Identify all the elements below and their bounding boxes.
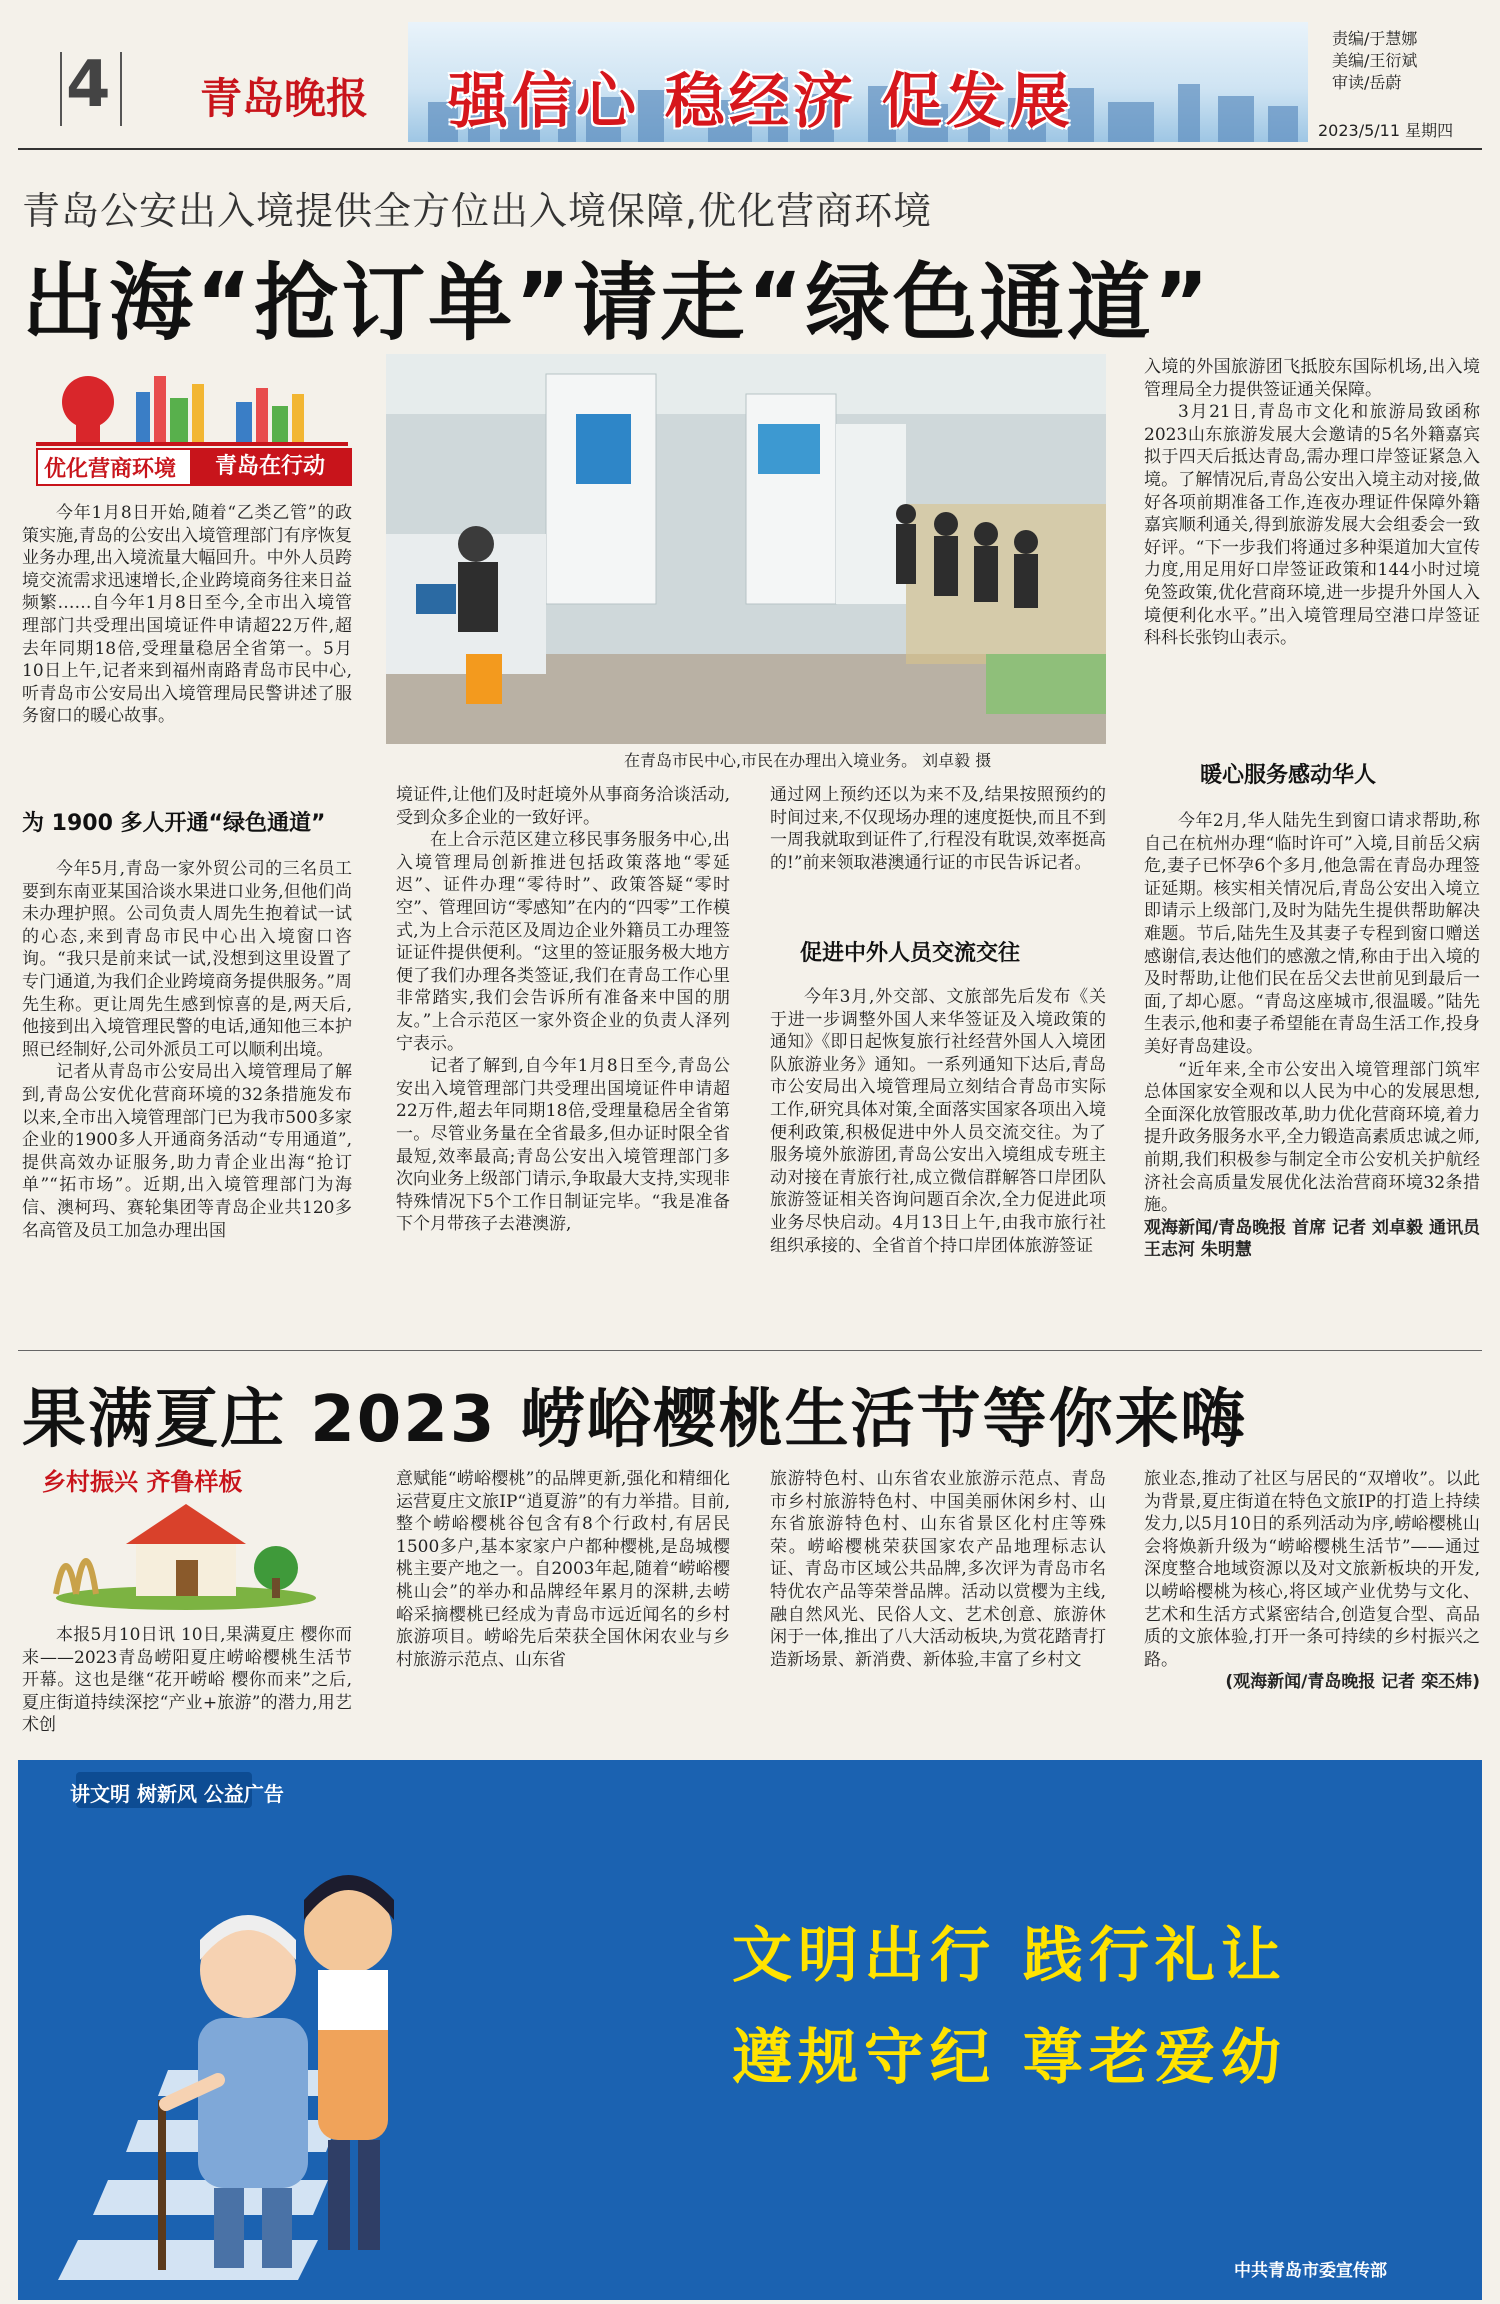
credit-line: 责编/于慧娜 [1332,29,1418,48]
ad-organization: 中共青岛市委宣传部 [1234,2261,1387,2281]
article-column-3 [770,784,1106,874]
city-illustration [36,362,348,452]
article-byline: 观海新闻/青岛晚报 首席 记者 刘卓毅 通讯员 王志河 朱明慧 [1144,1217,1480,1261]
article-lead [22,502,352,728]
paragraph: 入境的外国旅游团飞抵胶东国际机场,出入境管理局全力提供签证通关保障。 [1144,357,1480,400]
header-rule [18,148,1482,150]
article-column-1 [22,858,352,1242]
section-title: 暖心服务感动华人 [1200,763,1377,788]
ad-slogan-line-2: 遵规守纪 尊老爱幼 [732,2023,1287,2093]
service-hall-photo [386,354,1106,744]
article2-column-1 [22,1624,352,1737]
article2-headline: 果满夏庄 2023 崂峪樱桃生活节等你来嗨 [22,1383,1247,1457]
paragraph: 旅游特色村、山东省农业旅游示范点、青岛市乡村旅游特色村、中国美丽休闲乡村、山东省旅游特色村、山东省景区化村庄等殊荣。崂峪樱桃荣获国家农产品地理标志认证、青岛市区域公共品牌,多次评为青岛市名特优农产品等荣誉品牌。活动以赏樱为主线,融自然风光、民俗人文、艺术创意、旅游休闲于一体,推出了八大活动板块,为赏花踏青打造新场景、新消费、新体验,丰富了乡村文 [770,1469,1106,1670]
issue-date: 2023/5/11 星期四 [1318,121,1454,140]
article2-byline: (观海新闻/青岛晚报 记者 栾丕炜) [1225,1672,1480,1693]
masthead-logo: 青岛晚报 [200,74,369,123]
ad-tag: 讲文明 树新风 公益广告 [70,1782,284,1806]
paragraph: 记者从青岛市公安局出入境管理局了解到,青岛公安优化营商环境的32条措施发布以来,全市出入境管理部门已为我市500多家企业的1900多人开通商务活动“专用通道”,提供高效办证服务,助力青企业出海“抢订单”“拓市场”。近期,出入境管理部门为海信、澳柯玛、赛轮集团等青岛企业共120多名高管及员工加急办理出国 [22,1062,352,1241]
paragraph: 3月21日,青岛市文化和旅游局致函称2023山东旅游发展大会邀请的5名外籍嘉宾拟于四天后抵达青岛,需办理口岸签证紧急入境。了解情况后,青岛公安出入境主动对接,做好各项前期准备工作,连夜办理证件保障外籍嘉宾顺利通关,得到旅游发展大会组委会一致好评。“下一步我们将通过多种渠道加大宣传力度,用足用好口岸签证政策和144小时过境免签政策,优化营商环境,进一步提升外国人入境便利化水平。”出入境管理局空港口岸签证科科长张钧山表示。 [1144,402,1480,649]
paragraph: 通过网上预约还以为来不及,结果按照预约的时间过来,不仅现场办理的速度挺快,而且不到一周我就取到证件了,行程没有耽误,效率挺高的!”前来领取港澳通行证的市民告诉记者。 [770,785,1106,873]
paragraph: 在上合示范区建立移民事务服务中心,出入境管理局创新推进包括政策落地“零延迟”、证件办理“零待时”、政策答疑“零时空”、管理回访“零感知”在内的“四零”工作模式,为上合示范区及周边企业外籍员工办理签证证件提供便利。“这里的签证服务极大地方便了我们办理各类签证,我们在青岛工作心里非常踏实,我们会告诉所有准备来中国的朋友。”上合示范区一家外资企业的负责人泽列宁表示。 [396,830,730,1054]
article-column-4b [1144,810,1480,1262]
paragraph: “近年来,全市公安出入境管理部门筑牢总体国家安全观和以人民为中心的发展思想,全面深化放管服改革,助力优化营商环境,着力提升政务服务水平,全力锻造高素质忠诚之师,前期,我们积极参与制定全市公安机关护航经济社会高质量发展优化法治营商环境32条措施。 [1144,1059,1480,1216]
article-column-4 [1144,356,1480,650]
page-number: 4 [66,48,111,122]
section-badge-rural [36,1462,316,1610]
slogan-banner [408,22,1308,142]
news-photo [386,354,1106,744]
badge-rural-text: 乡村振兴 齐鲁样板 [42,1468,243,1496]
header-divider-left [60,52,62,126]
paragraph: 境证件,让他们及时赶境外从事商务洽谈活动,受到众多企业的一致好评。 [396,785,730,828]
article2-column-4 [1144,1468,1480,1694]
credit-line: 美编/王衍斌 [1332,51,1418,70]
article-column-2 [396,784,730,1236]
lead-paragraph: 今年1月8日开始,随着“乙类乙管”的政策实施,青岛的公安出入境管理部门有序恢复业务办理,出入境流量大幅回升。中外人员跨境交流需求迅速增长,企业跨境商务往来日益频繁……自今年1月8日至今,全市出入境管理部门共受理出国境证件申请超22万件,超去年同期18倍,受理量稳居全省第一。5月10日上午,记者来到福州南路青岛市民中心,听青岛市公安局出入境管理局民警讲述了服务窗口的暖心故事。 [22,503,352,727]
paragraph: 旅业态,推动了社区与居民的“双增收”。以此为背景,夏庄街道在特色文旅IP的打造上持续发力,以5月10日的系列活动为序,崂峪樱桃山会将焕新升级为“崂峪樱桃生活节”——通过深度整合地域资源以及对文旅新板块的开发,以崂峪樱桃为核心,将区域产业优势与文化、艺术和生活方式紧密结合,创造复合型、高品质的文旅体验,打开一条可持续的乡村振兴之路。 [1144,1469,1480,1670]
paragraph: 今年5月,青岛一家外贸公司的三名员工要到东南亚某国洽谈水果进口业务,但他们尚未办理护照。公司负责人周先生抱着试一试的心态,来到青岛市民中心出入境窗口咨询。“我只是前来试一试,没想到这里设置了专门通道,为我们企业跨境商务提供服务。”周先生称。更让周先生感到惊喜的是,两天后,他接到出入境管理民警的电话,通知他三本护照已经制好,公司外派员工可以顺利出境。 [22,859,352,1060]
editor-credits [1332,28,1417,94]
ad-slogan-line-1: 文明出行 践行礼让 [732,1921,1287,1991]
paragraph: 今年3月,外交部、文旅部先后发布《关于进一步调整外国人来华签证及入境政策的通知》《即日起恢复旅行社经营外国人入境团队旅游业务》通知。一系列通知下达后,青岛市公安局出入境管理局立刻结合青岛市实际工作,研究具体对策,全面落实国家各项出入境便利政策,积极促进中外人员交流交往。为了服务境外旅游团,青岛公安出入境组成专班主动对接在青旅行社,成立微信群解答口岸团队旅游签证相关咨询问题百余次,全力促进此项业务尽快启动。4月13日上午,由我市旅行社组织承接的、全省首个持口岸团体旅游签证 [770,987,1106,1256]
photo-caption: 在青岛市民中心,市民在办理出入境业务。 刘卓毅 摄 [624,751,992,770]
article-subhead: 青岛公安出入境提供全方位出入境保障,优化营商环境 [22,189,933,233]
section-title: 为 1900 多人开通“绿色通道” [22,811,326,836]
farmhouse-illustration [36,1498,316,1610]
public-service-ad [18,1760,1482,2300]
badge-frame [36,448,352,486]
badge-main-text: 优化营商环境 [44,457,177,482]
article-headline: 出海“抢订单”请走“绿色通道” [22,254,1212,352]
header-divider [120,52,122,126]
paragraph: 意赋能“崂峪樱桃”的品牌更新,强化和精细化运营夏庄文旅IP“逍夏游”的有力举措。目前,整个崂峪樱桃谷包含有8个行政村,有居民1500多户,基本家家户户都种樱桃,是岛城樱桃主要产地之一。自2003年起,随着“崂峪樱桃山会”的举办和品牌经年累月的深耕,去崂峪采摘樱桃已经成为青岛市远近闻名的乡村旅游项目。崂峪先后荣获全国休闲农业与乡村旅游示范点、山东省 [396,1469,730,1670]
credit-line: 审读/岳蔚 [1332,73,1402,92]
crosswalk-illustration [18,1820,718,2300]
section-badge [36,362,348,486]
article2-column-2 [396,1468,730,1671]
article2-column-3 [770,1468,1106,1671]
section-title: 促进中外人员交流交往 [800,941,1021,966]
article-divider [18,1350,1482,1351]
badge-sub-text: 青岛在行动 [190,450,350,484]
slogan-text: 强信心 稳经济 促发展 [448,67,1074,137]
paragraph: 记者了解到,自今年1月8日至今,青岛公安出入境管理部门共受理出国境证件申请超22万件,超去年同期18倍,受理量稳居全省第一。尽管业务量在全省最多,但办证时限全省最短,效率最高;青岛公安出入境管理部门多次向业务上级部门请示,争取最大支持,实现非特殊情况下5个工作日制证完毕。“我是准备下个月带孩子去港澳游, [396,1056,730,1235]
paragraph: 本报5月10日讯 10日,果满夏庄 樱你而来——2023青岛崂阳夏庄崂峪樱桃生活节开幕。这也是继“花开崂峪 樱你而来”之后,夏庄街道持续深挖“产业+旅游”的潜力,用艺术创 [22,1625,352,1736]
article-column-3b [770,986,1106,1257]
paragraph: 今年2月,华人陆先生到窗口请求帮助,称自己在杭州办理“临时许可”入境,目前岳父病危,妻子已怀孕6个多月,他急需在青岛办理签证延期。核实相关情况后,青岛公安出入境立即请示上级部门,及时为陆先生提供帮助解决难题。节后,陆先生及其妻子专程到窗口赠送感谢信,表达他们的感激之情,称由于出入境的及时帮助,让他们民在岳父去世前见到最后一面,了却心愿。“青岛这座城市,很温暖。”陆先生表示,他和妻子希望能在青岛生活工作,投身美好青岛建设。 [1144,811,1480,1057]
